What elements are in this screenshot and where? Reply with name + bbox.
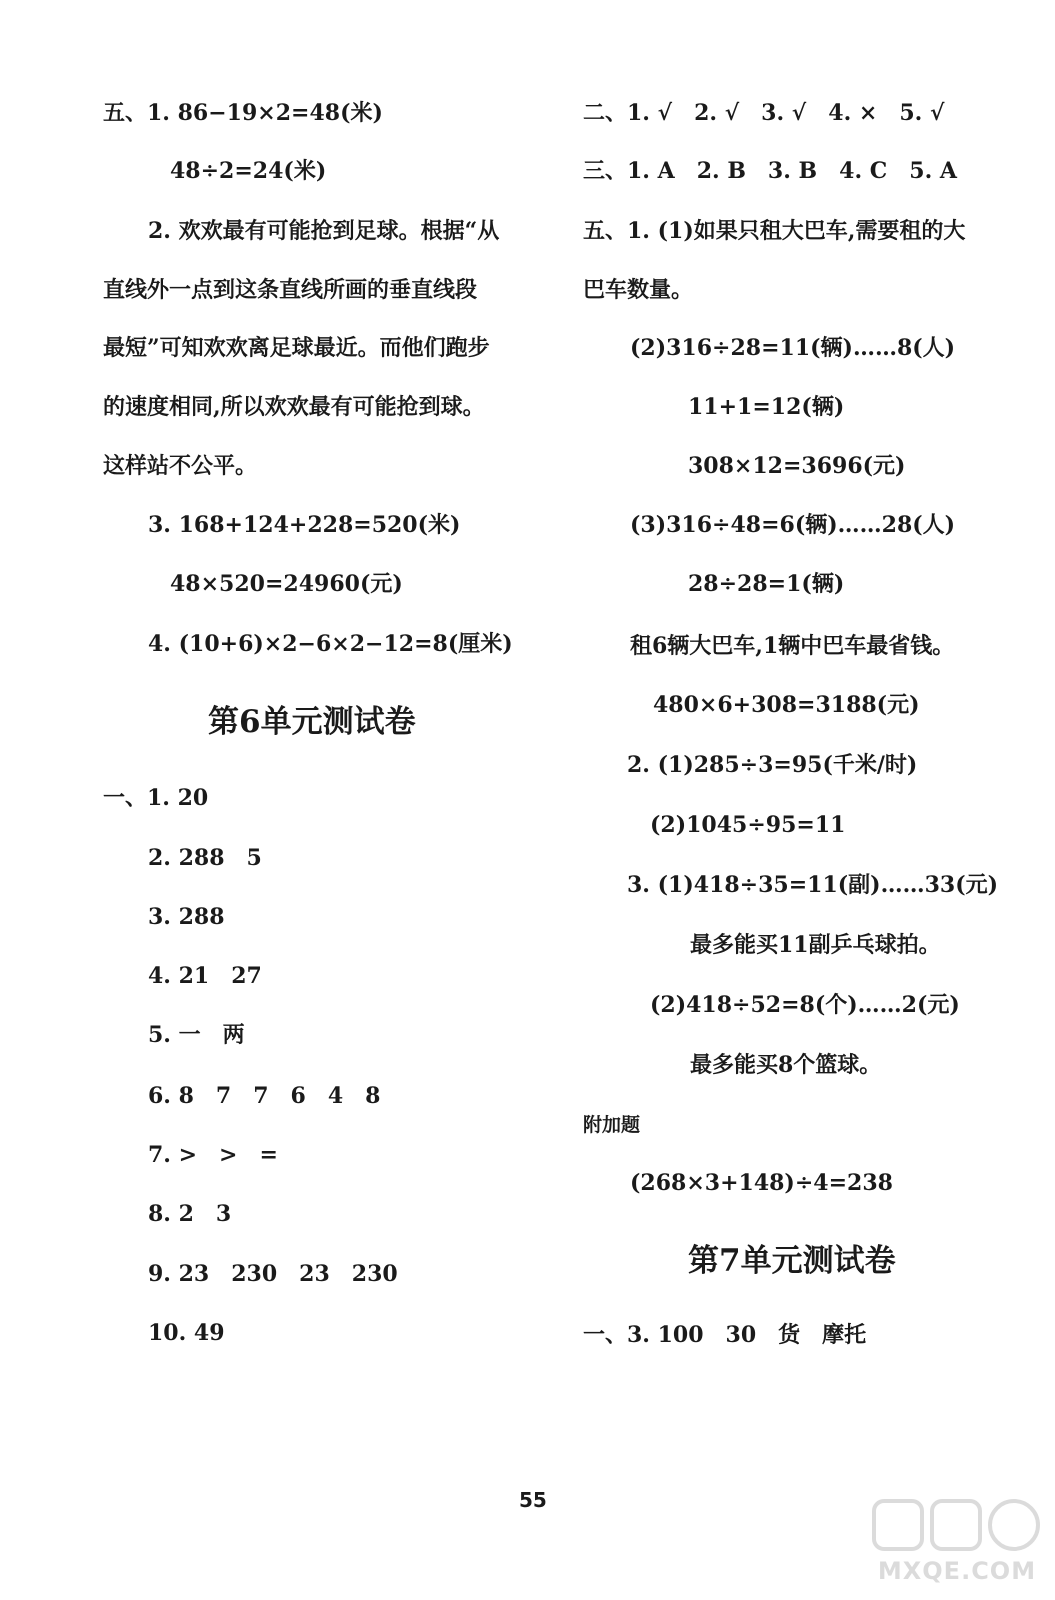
answer-line: 五、1. 86−19×2=48(米) xyxy=(103,100,383,126)
answer-line: 4. (10+6)×2−6×2−12=8(厘米) xyxy=(148,631,513,657)
answer-line: 2. 欢欢最有可能抢到足球。根据“从 xyxy=(148,218,500,244)
answer-line: 二、1. √ 2. √ 3. √ 4. × 5. √ xyxy=(583,100,945,126)
answer-line: 租6辆大巴车,1辆中巴车最省钱。 xyxy=(630,633,955,659)
answer-line: 2. (1)285÷3=95(千米/时) xyxy=(627,752,918,778)
watermark xyxy=(868,1495,1046,1595)
answer-line: 480×6+308=3188(元) xyxy=(653,692,920,718)
answer-line: 48×520=24960(元) xyxy=(170,571,403,597)
watermark-text: MXQE.COM xyxy=(877,1557,1037,1585)
answer-line: 308×12=3696(元) xyxy=(688,453,906,479)
answer-line: 3. (1)418÷35=11(副)……33(元) xyxy=(627,872,999,898)
answer-line: 三、1. A 2. B 3. B 4. C 5. A xyxy=(583,158,957,184)
answer-line: 巴车数量。 xyxy=(583,277,694,303)
answer-line: 五、1. (1)如果只租大巴车,需要租的大 xyxy=(583,218,966,244)
answer-line: 10. 49 xyxy=(148,1320,225,1346)
answer-line: 7. > > = xyxy=(148,1142,278,1168)
answer-line: 3. 168+124+228=520(米) xyxy=(148,512,461,538)
answer-line: 这样站不公平。 xyxy=(103,453,258,479)
answer-line: 一、1. 20 xyxy=(103,785,209,811)
answer-line: (268×3+148)÷4=238 xyxy=(630,1170,893,1196)
answer-line: 直线外一点到这条直线所画的垂直线段 xyxy=(103,277,478,303)
answer-line: (3)316÷48=6(辆)……28(人) xyxy=(630,512,956,538)
answer-line: 2. 288 5 xyxy=(148,845,262,871)
answer-line: 的速度相同,所以欢欢最有可能抢到球。 xyxy=(103,394,485,420)
answer-line: 8. 2 3 xyxy=(148,1201,232,1227)
answer-line: 最多能买11副乒乓球拍。 xyxy=(690,932,941,958)
answer-line: 11+1=12(辆) xyxy=(688,394,845,420)
answer-line: 最多能买8个篮球。 xyxy=(690,1052,882,1078)
unit7-title: 第7单元测试卷 xyxy=(688,1243,896,1279)
answer-line: (2)316÷28=11(辆)……8(人) xyxy=(630,335,956,361)
answer-line: 3. 288 xyxy=(148,904,225,930)
watermark-logo-icon xyxy=(868,1495,1046,1557)
answer-line: 9. 23 230 23 230 xyxy=(148,1261,398,1287)
answer-line: 最短”可知欢欢离足球最近。而他们跑步 xyxy=(103,335,490,361)
answer-line: 一、3. 100 30 货 摩托 xyxy=(583,1322,867,1348)
answer-line: 6. 8 7 7 6 4 8 xyxy=(148,1083,381,1109)
answer-line: (2)1045÷95=11 xyxy=(650,812,846,838)
unit6-title: 第6单元测试卷 xyxy=(208,704,416,740)
answer-line: 48÷2=24(米) xyxy=(170,158,327,184)
answer-line: 28÷28=1(辆) xyxy=(688,571,845,597)
extra-question-label: 附加题 xyxy=(583,1114,641,1136)
page-number: 55 xyxy=(519,1488,547,1512)
answer-line: (2)418÷52=8(个)……2(元) xyxy=(650,992,960,1018)
answer-line: 5. 一 两 xyxy=(148,1022,245,1048)
answer-line: 4. 21 27 xyxy=(148,963,262,989)
